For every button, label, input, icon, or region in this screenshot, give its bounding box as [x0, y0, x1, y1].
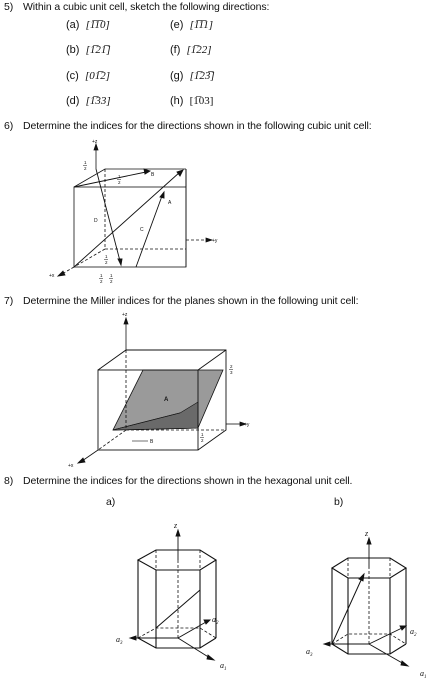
cube-top-back-edges: [74, 169, 186, 187]
a2-axis-arrow: [400, 626, 406, 630]
option-direction: [1̅1̅0]: [85, 19, 110, 31]
z-label: z: [365, 529, 369, 538]
plus-x-label: +x: [49, 273, 55, 279]
fraction-numerator: 1: [118, 174, 121, 179]
q5-option-b: [66, 44, 111, 56]
hex-bottom-back-edges: [138, 628, 216, 638]
q5-prompt: Within a cubic unit cell, sketch the following directions:: [23, 1, 270, 13]
direction-vector: [332, 578, 362, 644]
x-axis-arrow: [78, 458, 85, 463]
hidden-edge: [74, 249, 105, 267]
a3-axis-arrow: [130, 636, 136, 640]
a1-axis-arrow: [207, 655, 214, 660]
hexagonal-cell-a-figure: [108, 518, 248, 678]
cubic-cell-directions-figure: [50, 136, 230, 286]
fraction-denominator: 2: [110, 279, 113, 284]
option-direction: [01̅2]: [84, 70, 111, 82]
cubic-cell-planes-figure: [58, 310, 258, 470]
option-direction: [1̅23̅]: [189, 70, 215, 82]
fraction-denominator: 2: [105, 260, 108, 265]
option-direction: [1̅21̅]: [85, 44, 111, 56]
option-direction: [1̅03]: [189, 95, 214, 107]
x-axis-arrow: [58, 271, 65, 276]
vector-b-arrow: [144, 169, 150, 174]
q7-prompt: Determine the Miller indices for the planes shown in the following unit cell:: [23, 295, 359, 307]
label-a: A: [164, 397, 169, 403]
hex-top-face: [138, 550, 216, 570]
fraction-numerator: 1: [100, 273, 103, 278]
label-a: A: [168, 200, 172, 206]
fraction-denominator: 2: [118, 180, 121, 185]
label-b: B: [151, 172, 155, 178]
vector-b: [74, 172, 146, 187]
subfigure-a-label: a): [106, 496, 116, 508]
q7-number: 7): [4, 295, 14, 307]
vector-d: [96, 169, 120, 261]
hex-bottom-front-edges: [138, 638, 216, 648]
fraction-numerator: 1: [105, 254, 108, 259]
q5-option-f: [170, 44, 212, 56]
z-label: z: [174, 521, 178, 530]
a1-label: $a_1$: [420, 669, 427, 680]
a2-axis-arrow: [204, 620, 210, 624]
a2-label: $a_2$: [212, 615, 219, 626]
a2-axis: [178, 622, 206, 638]
option-letter: (a): [66, 19, 80, 31]
fraction-denominator: 3: [230, 370, 233, 375]
option-letter: (f): [170, 44, 181, 56]
q6-prompt: Determine the indices for the directions shown in the following cubic unit cell:: [23, 120, 372, 132]
a2-label: $a_2$: [410, 627, 417, 638]
a3-label: $a_3$: [116, 635, 123, 646]
fraction-numerator: 2: [230, 364, 233, 369]
option-direction: [1̅1̅1]: [189, 19, 214, 31]
option-direction: [1̅33]: [85, 95, 111, 107]
fraction-denominator: 2: [201, 438, 204, 443]
vector-d-arrow: [118, 259, 122, 265]
q5-option-a: [66, 19, 110, 31]
x-axis: [82, 450, 98, 461]
label-c: C: [140, 227, 144, 233]
fraction-numerator: 1: [84, 160, 87, 165]
a2-axis: [369, 628, 402, 644]
option-letter: (e): [170, 19, 184, 31]
vector-a-arrow: [177, 170, 183, 176]
option-letter: (g): [170, 70, 184, 82]
plus-y-label: +y: [212, 238, 218, 244]
q8-prompt: Determine the indices for the directions shown in the hexagonal unit cell.: [23, 475, 353, 487]
a1-label: $a_1$: [220, 661, 227, 672]
q5-option-c: [66, 70, 110, 82]
subfigure-b-label: b): [334, 496, 344, 508]
option-letter: (c): [66, 70, 79, 82]
q8-number: 8): [4, 475, 14, 487]
z-axis-arrow: [176, 530, 180, 536]
fraction-denominator: 2: [84, 166, 87, 171]
fraction-denominator: 2: [100, 279, 103, 284]
option-letter: (h): [170, 95, 184, 107]
hidden-edge: [98, 430, 126, 450]
vector-a: [74, 172, 180, 267]
label-d: D: [94, 218, 98, 224]
plus-z-label: +z: [92, 139, 98, 145]
plus-x-label: +x: [68, 463, 74, 469]
q5-option-g: [170, 70, 215, 82]
a3-axis-arrow: [324, 642, 330, 646]
hex-bottom-front-edges: [332, 644, 406, 654]
vector-c-arrow: [160, 192, 164, 198]
z-axis-arrow: [367, 538, 371, 544]
fraction-numerator: 1: [110, 273, 113, 278]
z-axis-arrow: [124, 318, 128, 324]
plus-z-label: +z: [122, 312, 128, 318]
q5-number: 5): [4, 1, 14, 13]
label-b: B: [150, 439, 154, 445]
q5-option-e: [170, 19, 213, 31]
cube-front-face: [74, 187, 186, 267]
cube-edge: [198, 350, 226, 370]
q5-option-d: [66, 95, 111, 107]
option-direction: [1̅22]: [186, 44, 212, 56]
plus-y-label: +y: [244, 422, 250, 428]
option-letter: (d): [66, 95, 80, 107]
a1-axis-arrow: [401, 661, 408, 666]
q5-option-h: [170, 95, 213, 107]
a3-label: $a_3$: [306, 647, 313, 658]
option-letter: (b): [66, 44, 80, 56]
q6-number: 6): [4, 120, 14, 132]
hexagonal-cell-b-figure: [302, 524, 439, 684]
fraction-numerator: 1: [201, 432, 204, 437]
